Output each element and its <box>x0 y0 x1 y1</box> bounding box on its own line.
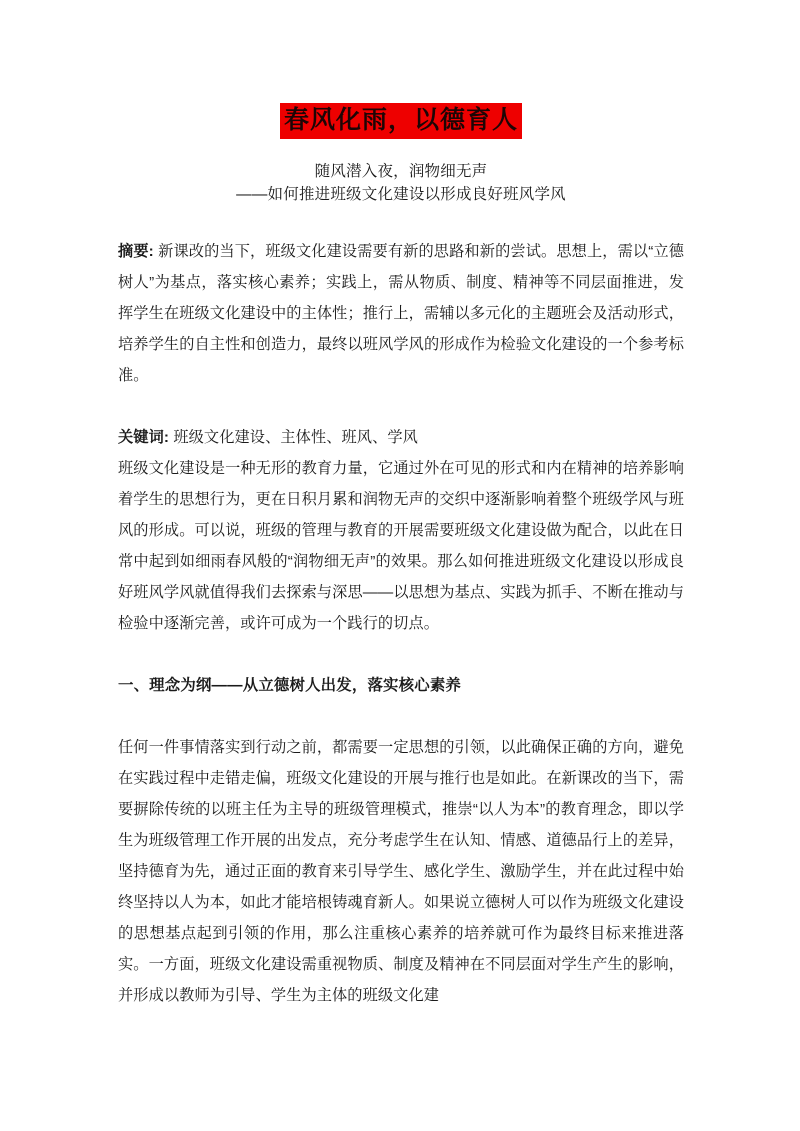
abstract-paragraph <box>118 236 684 391</box>
page-title: 春风化雨，以德育人 <box>280 103 522 139</box>
subtitle-block <box>118 160 684 206</box>
keywords-label: 关键词: <box>118 429 170 447</box>
keywords-text: 班级文化建设、主体性、班风、学风 <box>169 429 418 447</box>
spacer-after-section-1-heading <box>118 701 684 732</box>
subtitle-line-2: ——如何推进班级文化建设以形成良好班风学风 <box>236 186 566 204</box>
page-content <box>118 0 684 1011</box>
abstract-text: 新课改的当下，班级文化建设需要有新的思路和新的尝试。思想上，需以“立德树人”为基点，落实核心素养；实践上，需从物质、制度、精神等不同层面推进，发挥学生在班级文化建设中的主体性；推行上，需辅以多元化的主题班会及活动形式，培养学生的自主性和创造力，最终以班风学风的形成作为检验文化建设的一个参考标准。 <box>118 243 684 385</box>
intro-paragraph: 班级文化建设是一种无形的教育力量，它通过外在可见的形式和内在精神的培养影响着学生的思想行为，更在日积月累和润物无声的交织中逐渐影响着整个班级学风与班风的形成。可以说，班级的管理与教育的开展需要班级文化建设做为配合，以此在日常中起到如细雨春风般的“润物细无声”的效果。那么如何推进班级文化建设以形成良好班风学风就值得我们去探索与深思——以思想为基点、实践为抓手、不断在推动与检验中逐渐完善，或许可成为一个践行的切点。 <box>118 460 684 633</box>
section-1-body: 任何一件事情落实到行动之前，都需要一定思想的引领，以此确保正确的方向，避免在实践过程中走错走偏，班级文化建设的开展与推行也是如此。在新课改的当下，需要摒除传统的以班主任为主导的班级管理模式，推崇“以人为本”的教育理念，即以学生为班级管理工作开展的出发点，充分考虑学生在认知、情感、道德品行上的差异，坚持德育为先，通过正面的教育来引导学生、感化学生、激励学生，并在此过程中始终坚持以人为本，如此才能培根铸魂育新人。如果说立德树人可以作为班级文化建设的思想基点起到引领的作用，那么注重核心素养的培养就可作为最终目标来推进落实。一方面，班级文化建设需重视物质、制度及精神在不同层面对学生产生的影响，并形成以教师为引导、学生为主体的班级文化建 <box>118 739 684 1005</box>
subtitle-line-1: 随风潜入夜，润物细无声 <box>314 163 488 181</box>
abstract-block <box>118 236 684 391</box>
abstract-label: 摘要: <box>118 243 154 261</box>
section-1-heading: 一、理念为纲——从立德树人出发，落实核心素养 <box>118 677 461 695</box>
keywords-paragraph <box>118 422 684 453</box>
spacer-before-section-1 <box>118 639 684 670</box>
title-block <box>118 103 684 139</box>
spacer-after-abstract <box>118 391 684 422</box>
